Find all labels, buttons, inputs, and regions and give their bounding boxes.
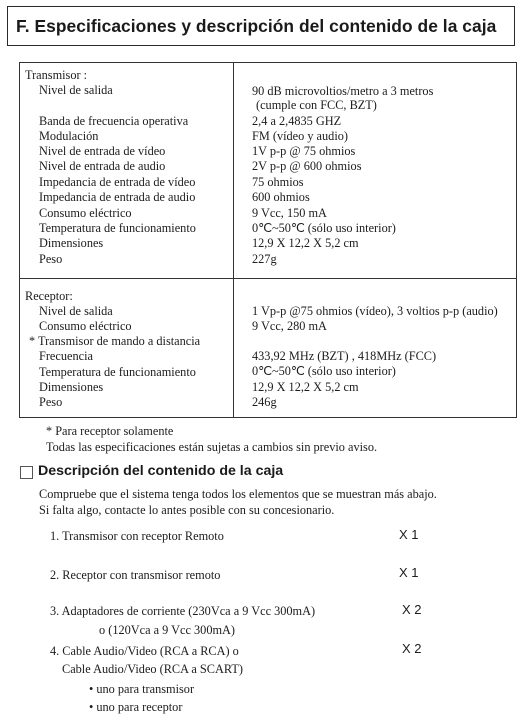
contents-intro: Compruebe que el sistema tenga todos los elementos que se muestran más abajo. bbox=[39, 487, 437, 501]
spec-label: Banda de frecuencia operativa bbox=[39, 114, 189, 128]
spec-label: Peso bbox=[39, 252, 63, 266]
list-item: 2. Receptor con transmisor remoto bbox=[50, 568, 221, 582]
spec-label: Impedancia de entrada de vídeo bbox=[39, 175, 196, 189]
spec-value: 12,9 X 12,2 X 5,2 cm bbox=[252, 380, 359, 394]
spec-label: Frecuencia bbox=[39, 349, 93, 363]
spec-value: 0℃~50℃ (sólo uso interior) bbox=[252, 364, 396, 378]
list-item-continuation: Cable Audio/Video (RCA a SCART) bbox=[62, 662, 243, 676]
receiver-heading: Receptor: bbox=[25, 289, 73, 303]
spec-value: 0℃~50℃ (sólo uso interior) bbox=[252, 221, 396, 235]
row-divider bbox=[20, 278, 516, 279]
spec-label: Modulación bbox=[39, 129, 99, 143]
spec-value: (cumple con FCC, BZT) bbox=[256, 98, 377, 112]
spec-label: * Transmisor de mando a distancia bbox=[29, 334, 201, 348]
contents-intro: Si falta algo, contacte lo antes posible con su concesionario. bbox=[39, 503, 335, 517]
spec-label: Peso bbox=[39, 395, 63, 409]
spec-value: FM (vídeo y audio) bbox=[252, 129, 348, 143]
spec-value: 246g bbox=[252, 395, 277, 409]
footnote: * Para receptor solamente bbox=[46, 424, 174, 438]
contents-heading-text: Descripción del contenido de la caja bbox=[38, 463, 284, 479]
spec-value: 227g bbox=[252, 252, 277, 266]
item-quantity: X 1 bbox=[399, 565, 419, 580]
spec-label: Consumo eléctrico bbox=[39, 319, 132, 333]
spec-value: 1 Vp-p @75 ohmios (vídeo), 3 voltios p-p (audio) bbox=[252, 304, 498, 318]
section-title-box bbox=[7, 6, 515, 46]
spec-label: Nivel de entrada de vídeo bbox=[39, 144, 166, 158]
item-quantity: X 2 bbox=[402, 641, 422, 656]
spec-value: 1V p-p @ 75 ohmios bbox=[252, 144, 356, 158]
list-item: 3. Adaptadores de corriente (230Vca a 9 Vcc 300mA) bbox=[50, 604, 316, 618]
checkbox-icon bbox=[20, 466, 33, 479]
list-item-bullet: • uno para transmisor bbox=[89, 682, 195, 696]
column-divider bbox=[233, 63, 234, 417]
spec-label: Nivel de entrada de audio bbox=[39, 159, 166, 173]
spec-label: Temperatura de funcionamiento bbox=[39, 365, 196, 379]
spec-label: Dimensiones bbox=[39, 380, 104, 394]
spec-label: Nivel de salida bbox=[39, 304, 113, 318]
spec-label: Impedancia de entrada de audio bbox=[39, 190, 196, 204]
spec-label: Consumo eléctrico bbox=[39, 206, 132, 220]
spec-value: 433,92 MHz (BZT) , 418MHz (FCC) bbox=[252, 349, 437, 363]
spec-value: 75 ohmios bbox=[252, 175, 304, 189]
list-item: 1. Transmisor con receptor Remoto bbox=[50, 529, 224, 543]
section-title: F. Especificaciones y descripción del contenido de la caja bbox=[16, 16, 497, 36]
spec-value: 2V p-p @ 600 ohmios bbox=[252, 159, 362, 173]
specifications-table bbox=[19, 62, 517, 418]
spec-label: Nivel de salida bbox=[39, 83, 113, 97]
spec-label: Temperatura de funcionamiento bbox=[39, 221, 196, 235]
spec-value: 9 Vcc, 280 mA bbox=[252, 319, 327, 333]
spec-label: Dimensiones bbox=[39, 236, 104, 250]
list-item-bullet: • uno para receptor bbox=[89, 700, 183, 714]
spec-value: 90 dB microvoltios/metro a 3 metros bbox=[252, 84, 434, 98]
spec-value: 2,4 a 2,4835 GHZ bbox=[252, 114, 342, 128]
footnote: Todas las especificaciones están sujetas a cambios sin previo aviso. bbox=[46, 440, 378, 454]
spec-value: 9 Vcc, 150 mA bbox=[252, 206, 327, 220]
transmitter-heading: Transmisor : bbox=[25, 68, 88, 82]
spec-value: 600 ohmios bbox=[252, 190, 310, 204]
list-item-continuation: o (120Vca a 9 Vcc 300mA) bbox=[99, 623, 236, 637]
item-quantity: X 2 bbox=[402, 602, 422, 617]
spec-value: 12,9 X 12,2 X 5,2 cm bbox=[252, 236, 359, 250]
list-item: 4. Cable Audio/Video (RCA a RCA) o bbox=[50, 644, 239, 658]
item-quantity: X 1 bbox=[399, 527, 419, 542]
